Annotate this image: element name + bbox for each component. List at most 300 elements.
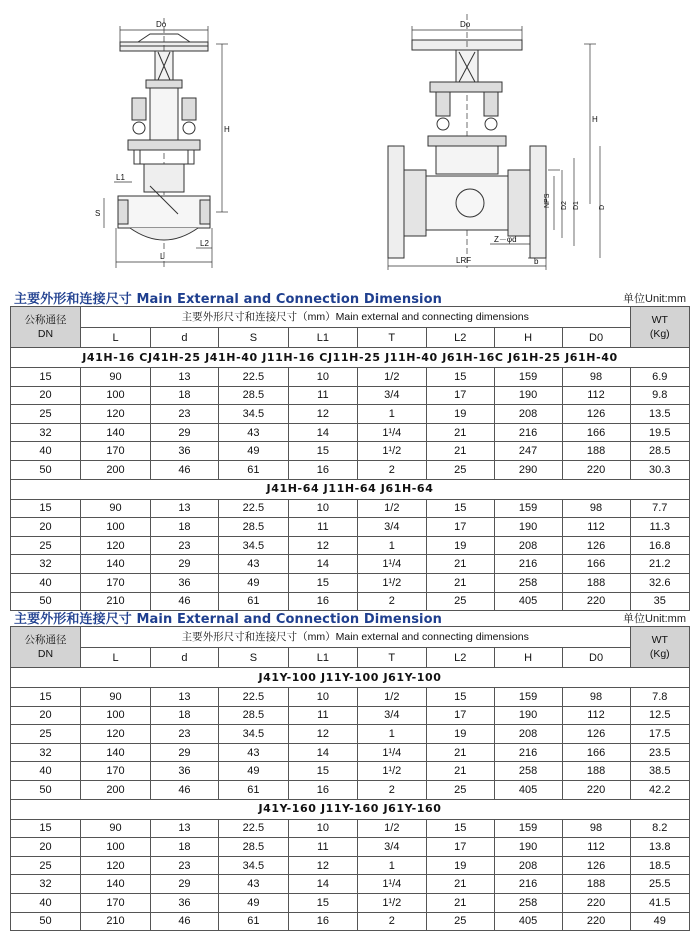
table-cell: 159 <box>494 368 562 387</box>
table-cell: 43 <box>218 875 288 894</box>
table-cell: 35 <box>630 592 689 611</box>
table-cell: 188 <box>562 442 630 461</box>
table-cell: 16 <box>288 780 357 799</box>
table-cell: 210 <box>81 912 151 931</box>
table-cell: 2 <box>357 592 426 611</box>
table-row <box>11 518 690 537</box>
table-cell: 216 <box>494 423 562 442</box>
table-cell: 159 <box>494 688 562 707</box>
table-cell: 14 <box>288 423 357 442</box>
label-z-right: Z－φd <box>494 235 517 244</box>
label-do-left: Do <box>156 20 167 29</box>
table-cell: 49 <box>630 912 689 931</box>
table-cell: 1/2 <box>357 499 426 518</box>
table-cell: 46 <box>151 460 219 479</box>
table-cell: 166 <box>562 743 630 762</box>
table-cell: 15 <box>288 573 357 592</box>
table-cell: 2 <box>357 912 426 931</box>
table-cell: 3/4 <box>357 386 426 405</box>
table-row <box>11 912 690 931</box>
table-cell: 61 <box>218 780 288 799</box>
table-cell: 14 <box>288 875 357 894</box>
table-cell: 40 <box>11 762 81 781</box>
table-row <box>11 875 690 894</box>
model-row <box>11 479 690 499</box>
table-cell: 25 <box>426 592 494 611</box>
table-cell: 120 <box>81 856 151 875</box>
table-cell: 112 <box>562 838 630 857</box>
table-cell: 140 <box>81 555 151 574</box>
unit-label-1: 单位Unit:mm <box>623 293 686 305</box>
column-header: D0 <box>562 328 630 348</box>
table-cell: 90 <box>81 819 151 838</box>
table-cell: 208 <box>494 536 562 555</box>
table-cell: 42.2 <box>630 780 689 799</box>
table-cell: 170 <box>81 893 151 912</box>
table-cell: 188 <box>562 762 630 781</box>
table-row <box>11 460 690 479</box>
table-cell: 21 <box>426 423 494 442</box>
table-cell: 19 <box>426 405 494 424</box>
table-cell: 18 <box>151 838 219 857</box>
table-cell: 49 <box>218 442 288 461</box>
table-cell: 23.5 <box>630 743 689 762</box>
table-cell: 13 <box>151 688 219 707</box>
table-cell: 40 <box>11 442 81 461</box>
table-row <box>11 856 690 875</box>
table-cell: 112 <box>562 518 630 537</box>
table-cell: 98 <box>562 368 630 387</box>
table-cell: 15 <box>426 819 494 838</box>
table-cell: 15 <box>11 819 81 838</box>
table-cell: 29 <box>151 743 219 762</box>
table-cell: 112 <box>562 706 630 725</box>
table-cell: 21 <box>426 573 494 592</box>
table-cell: 12 <box>288 405 357 424</box>
table-cell: 100 <box>81 518 151 537</box>
column-header: L2 <box>426 328 494 348</box>
valve-drawings <box>0 0 700 272</box>
table-cell: 21 <box>426 875 494 894</box>
label-b-right: b <box>534 257 539 266</box>
header-dn-line: DN <box>37 648 54 660</box>
table-row <box>11 706 690 725</box>
table-cell: 43 <box>218 555 288 574</box>
column-header: S <box>218 328 288 348</box>
table-row <box>11 423 690 442</box>
table-cell: 17 <box>426 386 494 405</box>
table-cell: 190 <box>494 706 562 725</box>
table-cell: 25 <box>426 912 494 931</box>
table-cell: 258 <box>494 762 562 781</box>
table-cell: 22.5 <box>218 688 288 707</box>
column-header: L2 <box>426 648 494 668</box>
table-cell: 90 <box>81 688 151 707</box>
table-row <box>11 386 690 405</box>
table-cell: 17.5 <box>630 725 689 744</box>
table-cell: 11 <box>288 838 357 857</box>
table-cell: 21.2 <box>630 555 689 574</box>
table-cell: 61 <box>218 912 288 931</box>
table-cell: 22.5 <box>218 368 288 387</box>
table-cell: 3/4 <box>357 838 426 857</box>
table-cell: 405 <box>494 912 562 931</box>
table-cell: 32 <box>11 555 81 574</box>
table-cell: 90 <box>81 368 151 387</box>
table-cell: 43 <box>218 743 288 762</box>
table-cell: 28.5 <box>218 386 288 405</box>
table-cell: 10 <box>288 499 357 518</box>
table-cell: 25 <box>426 780 494 799</box>
header-wt-line: (Kg) <box>649 648 670 660</box>
table-cell: 120 <box>81 405 151 424</box>
table-cell: 1 <box>357 725 426 744</box>
table-cell: 220 <box>562 893 630 912</box>
table-cell: 46 <box>151 912 219 931</box>
header-dn-line: 公称通径 <box>24 314 67 326</box>
table-cell: 32 <box>11 423 81 442</box>
table-cell: 170 <box>81 762 151 781</box>
table-cell: 17 <box>426 838 494 857</box>
table-cell: 61 <box>218 592 288 611</box>
table-cell: 29 <box>151 555 219 574</box>
header-row-group <box>11 627 690 648</box>
label-h-left: H <box>224 125 230 134</box>
table-cell: 21 <box>426 442 494 461</box>
table-cell: 15 <box>426 688 494 707</box>
table-cell: 216 <box>494 555 562 574</box>
table-cell: 220 <box>562 460 630 479</box>
column-header: S <box>218 648 288 668</box>
model-list: J41Y-100 J11Y-100 J61Y-100 <box>11 668 690 688</box>
table-cell: 15 <box>426 368 494 387</box>
table-cell: 34.5 <box>218 405 288 424</box>
table-cell: 1 <box>357 856 426 875</box>
table-cell: 41.5 <box>630 893 689 912</box>
table-cell: 25 <box>11 856 81 875</box>
table-cell: 18 <box>151 386 219 405</box>
table-cell: 16 <box>288 592 357 611</box>
table-cell: 22.5 <box>218 499 288 518</box>
table-cell: 25 <box>11 725 81 744</box>
column-header: T <box>357 648 426 668</box>
table-cell: 140 <box>81 875 151 894</box>
table-cell: 36 <box>151 573 219 592</box>
table-cell: 190 <box>494 518 562 537</box>
model-row <box>11 348 690 368</box>
table-cell: 25 <box>11 405 81 424</box>
table-cell: 18.5 <box>630 856 689 875</box>
table-cell: 18 <box>151 706 219 725</box>
table-cell: 50 <box>11 592 81 611</box>
table-cell: 1¹/2 <box>357 893 426 912</box>
header-main-dimensions: 主要外形尺寸和连接尺寸（mm）Main external and connecting dimensions <box>81 627 631 648</box>
table-cell: 1 <box>357 405 426 424</box>
table-cell: 120 <box>81 536 151 555</box>
unit-label-2: 单位Unit:mm <box>623 613 686 625</box>
table-cell: 15 <box>426 499 494 518</box>
table-row <box>11 536 690 555</box>
table-cell: 34.5 <box>218 856 288 875</box>
model-row <box>11 799 690 819</box>
table-cell: 258 <box>494 893 562 912</box>
model-list: J41H-16 CJ41H-25 J41H-40 J11H-16 CJ11H-25 J11H-40 J61H-16C J61H-25 J61H-40 <box>11 348 690 368</box>
table-cell: 28.5 <box>218 838 288 857</box>
table-cell: 17 <box>426 706 494 725</box>
table-cell: 19 <box>426 536 494 555</box>
header-dn-line: DN <box>37 328 54 340</box>
table-cell: 90 <box>81 499 151 518</box>
table-cell: 170 <box>81 573 151 592</box>
header-row-columns <box>11 648 690 668</box>
table-cell: 36 <box>151 442 219 461</box>
header-row-group <box>11 307 690 328</box>
table-cell: 22.5 <box>218 819 288 838</box>
table-row <box>11 405 690 424</box>
header-row-columns <box>11 328 690 348</box>
table-cell: 188 <box>562 875 630 894</box>
table-cell: 1¹/4 <box>357 423 426 442</box>
table-cell: 1/2 <box>357 368 426 387</box>
table-row <box>11 838 690 857</box>
table-cell: 21 <box>426 555 494 574</box>
label-do-right: Do <box>460 20 471 29</box>
table-cell: 28.5 <box>630 442 689 461</box>
table-cell: 100 <box>81 838 151 857</box>
table-cell: 200 <box>81 780 151 799</box>
table-cell: 17 <box>426 518 494 537</box>
table-cell: 126 <box>562 725 630 744</box>
table-cell: 16.8 <box>630 536 689 555</box>
table-cell: 14 <box>288 555 357 574</box>
model-list: J41Y-160 J11Y-160 J61Y-160 <box>11 799 690 819</box>
flanged-valve-drawing <box>388 14 600 270</box>
table-cell: 126 <box>562 405 630 424</box>
table-cell: 32 <box>11 875 81 894</box>
table-cell: 1/2 <box>357 819 426 838</box>
table-cell: 190 <box>494 386 562 405</box>
table-cell: 166 <box>562 555 630 574</box>
table-cell: 25.5 <box>630 875 689 894</box>
table-cell: 1¹/4 <box>357 875 426 894</box>
table-cell: 405 <box>494 780 562 799</box>
table-cell: 14 <box>288 743 357 762</box>
table-row <box>11 499 690 518</box>
table-cell: 9.8 <box>630 386 689 405</box>
table-cell: 405 <box>494 592 562 611</box>
table-cell: 12 <box>288 725 357 744</box>
socket-weld-valve-drawing <box>104 18 228 270</box>
table-cell: 40 <box>11 573 81 592</box>
table-cell: 23 <box>151 725 219 744</box>
table-cell: 19 <box>426 856 494 875</box>
header-dn <box>11 627 81 668</box>
column-header: d <box>151 648 219 668</box>
table-cell: 1¹/2 <box>357 442 426 461</box>
table-cell: 1¹/2 <box>357 573 426 592</box>
table-cell: 25 <box>426 460 494 479</box>
table-cell: 208 <box>494 725 562 744</box>
table-cell: 29 <box>151 875 219 894</box>
table-cell: 10 <box>288 819 357 838</box>
table-cell: 120 <box>81 725 151 744</box>
table-cell: 23 <box>151 536 219 555</box>
table-cell: 7.8 <box>630 688 689 707</box>
table-cell: 216 <box>494 743 562 762</box>
table-cell: 15 <box>288 442 357 461</box>
table-cell: 50 <box>11 912 81 931</box>
table-cell: 23 <box>151 405 219 424</box>
table-cell: 20 <box>11 386 81 405</box>
label-h-right: H <box>592 115 598 124</box>
table-cell: 208 <box>494 856 562 875</box>
table-cell: 15 <box>288 762 357 781</box>
table-cell: 21 <box>426 743 494 762</box>
label-l-left: L <box>160 252 165 261</box>
table-cell: 290 <box>494 460 562 479</box>
table-cell: 49 <box>218 893 288 912</box>
dimension-table-2 <box>10 626 690 931</box>
table-cell: 140 <box>81 423 151 442</box>
table-cell: 12 <box>288 536 357 555</box>
column-header: D0 <box>562 648 630 668</box>
column-header: L1 <box>288 648 357 668</box>
header-wt-line: WT <box>651 634 668 646</box>
table-cell: 11 <box>288 706 357 725</box>
table-cell: 98 <box>562 688 630 707</box>
table-row <box>11 819 690 838</box>
table-cell: 10 <box>288 688 357 707</box>
table-cell: 32 <box>11 743 81 762</box>
label-d-right: D <box>599 204 606 210</box>
column-header: L <box>81 648 151 668</box>
table-cell: 6.9 <box>630 368 689 387</box>
label-nps-right: NPS <box>544 193 551 208</box>
table-cell: 15 <box>11 688 81 707</box>
model-row <box>11 668 690 688</box>
table-row <box>11 893 690 912</box>
header-wt <box>630 627 689 668</box>
table-row <box>11 743 690 762</box>
label-d2-right: D2 <box>561 201 568 210</box>
table-cell: 21 <box>426 893 494 912</box>
table-cell: 13 <box>151 368 219 387</box>
table-cell: 16 <box>288 912 357 931</box>
table-cell: 16 <box>288 460 357 479</box>
table-row <box>11 762 690 781</box>
table-cell: 190 <box>494 838 562 857</box>
table-cell: 30.3 <box>630 460 689 479</box>
table-cell: 220 <box>562 912 630 931</box>
table-cell: 13.8 <box>630 838 689 857</box>
table-cell: 258 <box>494 573 562 592</box>
table-row <box>11 725 690 744</box>
table-row <box>11 555 690 574</box>
table-cell: 11.3 <box>630 518 689 537</box>
table-cell: 159 <box>494 499 562 518</box>
table-cell: 49 <box>218 762 288 781</box>
table-cell: 36 <box>151 762 219 781</box>
label-d1-right: D1 <box>573 201 580 210</box>
table-cell: 36 <box>151 893 219 912</box>
table-cell: 40 <box>11 893 81 912</box>
table-cell: 49 <box>218 573 288 592</box>
table-cell: 2 <box>357 460 426 479</box>
label-l2-left: L2 <box>200 239 209 248</box>
table-cell: 34.5 <box>218 536 288 555</box>
table-cell: 34.5 <box>218 725 288 744</box>
table-cell: 12 <box>288 856 357 875</box>
table-cell: 1¹/4 <box>357 555 426 574</box>
table-row <box>11 780 690 799</box>
column-header: L1 <box>288 328 357 348</box>
table-cell: 208 <box>494 405 562 424</box>
table-cell: 3/4 <box>357 706 426 725</box>
column-header: L <box>81 328 151 348</box>
header-main-dimensions: 主要外形尺寸和连接尺寸（mm）Main external and connecting dimensions <box>81 307 631 328</box>
label-l1-left: L1 <box>116 173 125 182</box>
label-lrf-right: LRF <box>456 256 472 265</box>
table-cell: 20 <box>11 706 81 725</box>
table-cell: 21 <box>426 762 494 781</box>
table-cell: 29 <box>151 423 219 442</box>
table-cell: 15 <box>11 368 81 387</box>
table-cell: 38.5 <box>630 762 689 781</box>
table-cell: 43 <box>218 423 288 442</box>
table-cell: 11 <box>288 518 357 537</box>
table-cell: 11 <box>288 386 357 405</box>
table-cell: 13 <box>151 499 219 518</box>
table-cell: 100 <box>81 706 151 725</box>
table-cell: 28.5 <box>218 706 288 725</box>
table-row <box>11 573 690 592</box>
table-row <box>11 368 690 387</box>
column-header: T <box>357 328 426 348</box>
table-cell: 10 <box>288 368 357 387</box>
label-s-left: S <box>95 209 101 218</box>
header-dn <box>11 307 81 348</box>
table-cell: 7.7 <box>630 499 689 518</box>
column-header: d <box>151 328 219 348</box>
table-cell: 50 <box>11 460 81 479</box>
table-cell: 46 <box>151 592 219 611</box>
column-header: H <box>494 328 562 348</box>
table-cell: 25 <box>11 536 81 555</box>
table-cell: 166 <box>562 423 630 442</box>
table-cell: 98 <box>562 819 630 838</box>
table-cell: 61 <box>218 460 288 479</box>
table-cell: 3/4 <box>357 518 426 537</box>
table-cell: 1¹/4 <box>357 743 426 762</box>
dimension-table-1 <box>10 306 690 611</box>
table-cell: 159 <box>494 819 562 838</box>
section-title-2: 主要外形和连接尺寸 Main External and Connection Dimension <box>14 612 442 627</box>
table-cell: 20 <box>11 838 81 857</box>
table-cell: 15 <box>11 499 81 518</box>
table-row <box>11 442 690 461</box>
table-cell: 210 <box>81 592 151 611</box>
table-cell: 50 <box>11 780 81 799</box>
table-cell: 12.5 <box>630 706 689 725</box>
table-row <box>11 688 690 707</box>
table-cell: 19 <box>426 725 494 744</box>
table-cell: 216 <box>494 875 562 894</box>
table-cell: 19.5 <box>630 423 689 442</box>
table-cell: 98 <box>562 499 630 518</box>
table-cell: 32.6 <box>630 573 689 592</box>
table-cell: 200 <box>81 460 151 479</box>
table-cell: 126 <box>562 536 630 555</box>
